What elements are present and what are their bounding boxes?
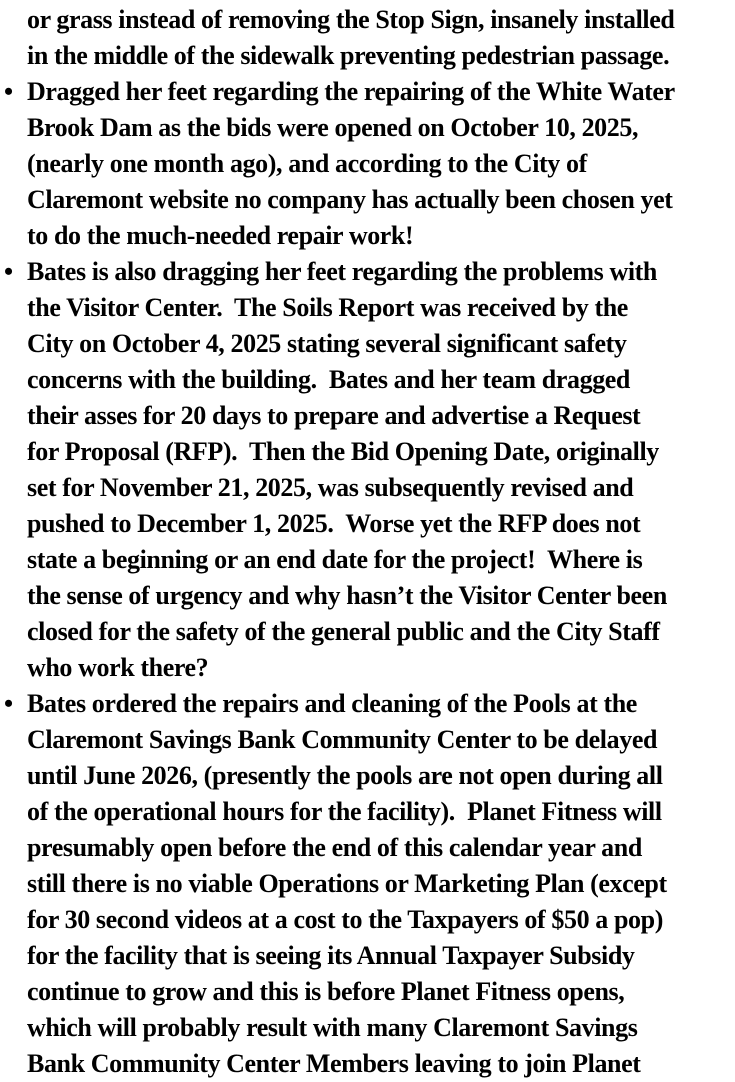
line-text: which will probably result with many Claremont Savings xyxy=(27,1013,638,1042)
text-line xyxy=(0,110,735,146)
line-text: their asses for 20 days to prepare and advertise a Request xyxy=(27,401,641,430)
line-text: (nearly one month ago), and according to the City of xyxy=(27,149,587,178)
text-line xyxy=(0,974,735,1010)
line-text: for 30 second videos at a cost to the Taxpayers of $50 a pop) xyxy=(27,905,663,934)
text-line xyxy=(0,326,735,362)
text-line xyxy=(0,866,735,902)
line-text: Claremont website no company has actually been chosen yet xyxy=(27,185,673,214)
line-text: Claremont Savings Bank Community Center to be delayed xyxy=(27,725,658,754)
text-line xyxy=(0,722,735,758)
text-line xyxy=(0,2,735,38)
bullet-marker: • xyxy=(4,689,14,718)
bullet-line xyxy=(0,74,735,110)
text-line xyxy=(0,38,735,74)
text-line xyxy=(0,1046,735,1082)
line-text: Bank Community Center Members leaving to join Planet xyxy=(27,1049,641,1078)
text-line xyxy=(0,758,735,794)
line-text: the Visitor Center. The Soils Report was received by the xyxy=(27,293,628,322)
text-line xyxy=(0,290,735,326)
text-line xyxy=(0,506,735,542)
text-line xyxy=(0,362,735,398)
document-body xyxy=(0,2,735,1082)
text-line xyxy=(0,578,735,614)
text-line xyxy=(0,650,735,686)
line-text: Dragged her feet regarding the repairing of the White Water xyxy=(27,77,675,106)
bullet-marker: • xyxy=(4,77,14,106)
text-line xyxy=(0,434,735,470)
line-text: in the middle of the sidewalk preventing pedestrian passage. xyxy=(27,41,670,70)
line-text: City on October 4, 2025 stating several significant safety xyxy=(27,329,627,358)
line-text: closed for the safety of the general public and the City Staff xyxy=(27,617,660,646)
text-line xyxy=(0,830,735,866)
text-line xyxy=(0,614,735,650)
line-text: or grass instead of removing the Stop Sign, insanely installed xyxy=(27,5,675,34)
text-line xyxy=(0,1010,735,1046)
line-text: set for November 21, 2025, was subsequently revised and xyxy=(27,473,634,502)
text-line xyxy=(0,470,735,506)
text-line xyxy=(0,398,735,434)
line-text: for the facility that is seeing its Annual Taxpayer Subsidy xyxy=(27,941,635,970)
line-text: who work there? xyxy=(27,653,209,682)
line-text: the sense of urgency and why hasn’t the Visitor Center been xyxy=(27,581,667,610)
line-text: Brook Dam as the bids were opened on October 10, 2025, xyxy=(27,113,639,142)
line-text: still there is no viable Operations or Marketing Plan (except xyxy=(27,869,667,898)
text-line xyxy=(0,794,735,830)
text-line xyxy=(0,182,735,218)
line-text: state a beginning or an end date for the project! Where is xyxy=(27,545,643,574)
line-text: pushed to December 1, 2025. Worse yet the RFP does not xyxy=(27,509,641,538)
line-text: to do the much-needed repair work! xyxy=(27,221,414,250)
line-text: concerns with the building. Bates and her team dragged xyxy=(27,365,630,394)
line-text: presumably open before the end of this calendar year and xyxy=(27,833,642,862)
bullet-line xyxy=(0,686,735,722)
line-text: continue to grow and this is before Planet Fitness opens, xyxy=(27,977,625,1006)
line-text: Bates is also dragging her feet regarding the problems with xyxy=(27,257,657,286)
text-line xyxy=(0,218,735,254)
text-line xyxy=(0,542,735,578)
line-text: for Proposal (RFP). Then the Bid Opening Date, originally xyxy=(27,437,659,466)
line-text: of the operational hours for the facility). Planet Fitness will xyxy=(27,797,662,826)
line-text: until June 2026, (presently the pools are not open during all xyxy=(27,761,663,790)
text-line xyxy=(0,902,735,938)
text-line xyxy=(0,938,735,974)
bullet-line xyxy=(0,254,735,290)
line-text: Bates ordered the repairs and cleaning of the Pools at the xyxy=(27,689,637,718)
text-line xyxy=(0,146,735,182)
bullet-marker: • xyxy=(4,257,14,286)
